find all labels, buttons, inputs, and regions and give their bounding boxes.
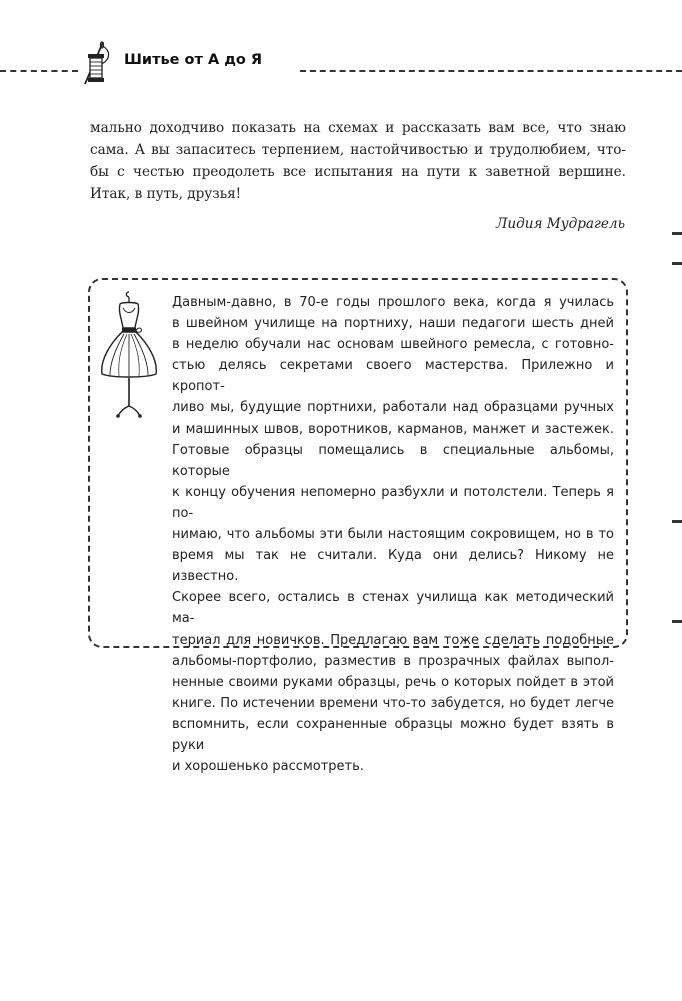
note-box <box>88 278 628 775</box>
note-text <box>172 292 614 777</box>
note-line: в неделю обучали нас основам швейного ремесла, с готовно- <box>172 337 614 353</box>
intro-paragraph <box>90 117 626 205</box>
note-line: ненные своими руками образцы, речь о которых пойдет в этой <box>172 674 614 690</box>
page-edge-mark <box>672 520 682 523</box>
note-line: ливо мы, будущие портнихи, работали над образцами ручных <box>172 400 614 416</box>
note-line: Давным-давно, в 70-е годы прошлого века, когда я училась <box>172 295 614 310</box>
note-line: нимаю, что альбомы эти были настоящим сокровищем, но в то <box>172 527 614 543</box>
note-line: в швейном училище на портниху, наши педагоги шесть дней <box>172 316 614 332</box>
note-line: вспомнить, если сохраненные образцы можно будет взять в руки <box>172 716 614 753</box>
page-edge-mark <box>672 620 682 623</box>
note-line: Скорее всего, остались в стенах училища как методический ма- <box>172 590 614 627</box>
note-line: время мы так не считали. Куда они делись? Никому не известно. <box>172 548 614 585</box>
note-line: стью делясь секретами своего мастерства. Прилежно и кропот- <box>172 358 614 395</box>
header-divider-right <box>300 70 682 72</box>
page-header <box>0 32 682 92</box>
note-line: и хорошенько рассмотреть. <box>172 759 364 775</box>
dress-form-icon <box>96 290 162 420</box>
note-line: альбомы-портфолио, разместив в прозрачных файлах выпол- <box>172 653 614 669</box>
spool-with-needle-icon <box>78 40 114 86</box>
intro-line: мально доходчиво показать на схемах и рассказать вам все, что знаю <box>90 120 626 136</box>
note-line: к концу обучения непомерно разбухли и потолстели. Теперь я по- <box>172 484 614 521</box>
note-line: и машинных швов, воротников, карманов, манжет и застежек. <box>172 421 614 437</box>
page-running-title: Шитье от А до Я <box>124 52 263 68</box>
intro-line: бы с честью преодолеть все испытания на пути к заветной вершине. <box>90 164 626 180</box>
intro-line: сама. А вы запаситесь терпением, настойчивостью и трудолюбием, что- <box>90 142 626 158</box>
header-divider-left <box>0 70 78 72</box>
note-line: териал для новичков. Предлагаю вам тоже сделать подобные <box>172 632 614 648</box>
page-edge-mark <box>672 262 682 265</box>
intro-line: Итак, в путь, друзья! <box>90 186 242 202</box>
page-edge-mark <box>672 232 682 235</box>
note-line: книге. По истечении времени что-то забудется, но будет легче <box>172 695 614 711</box>
note-line: Готовые образцы помещались в специальные альбомы, которые <box>172 442 614 479</box>
author-signature: Лидия Мудрагель <box>496 216 625 232</box>
